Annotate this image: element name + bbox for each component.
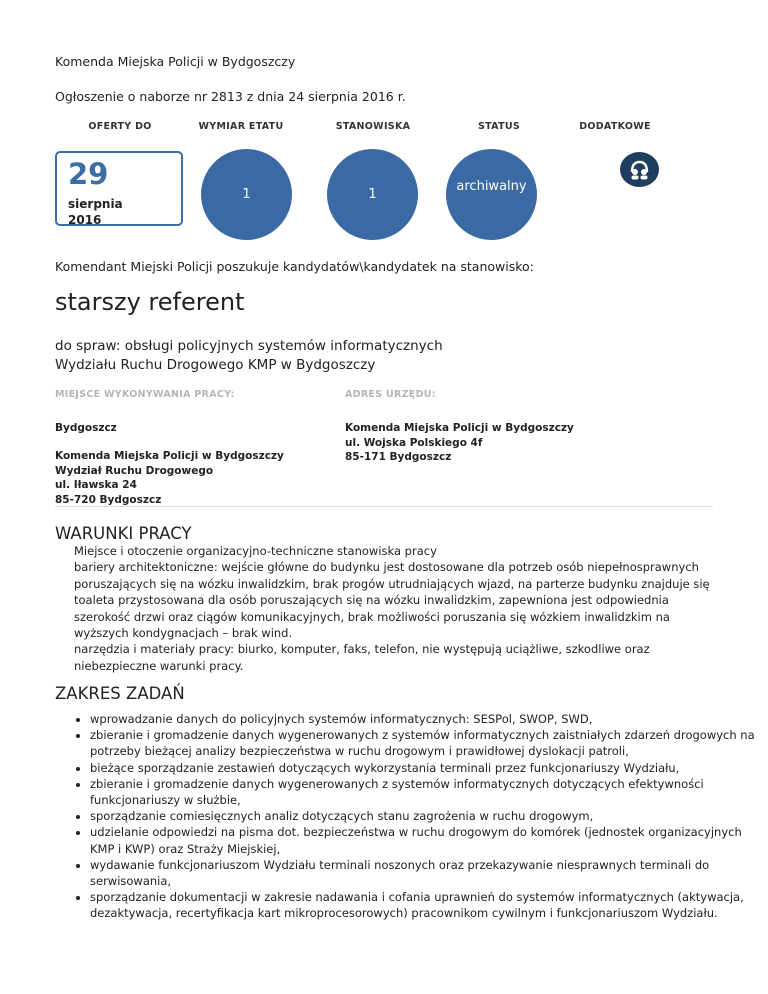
office-name: Komenda Miejska Policji w Bydgoszczy: [55, 54, 296, 69]
deadline-day: 29: [68, 157, 109, 191]
positions-value: 1: [368, 187, 377, 202]
conditions-heading: WARUNKI PRACY: [55, 524, 192, 543]
tasks-list: [55, 711, 755, 922]
intro-text: Komendant Miejski Policji poszukuje kandydatów\kandydatek na stanowisko:: [55, 259, 534, 274]
place-line-1: Komenda Miejska Policji w Bydgoszczy: [55, 450, 284, 462]
workload-badge: [201, 149, 292, 240]
announcement-title: Ogłoszenie o naborze nr 2813 z dnia 24 sierpnia 2016 r.: [55, 89, 406, 104]
conditions-text: [74, 543, 714, 674]
col-status: STATUS: [477, 121, 521, 132]
conditions-line-7: narzędzia i materiały pracy: biurko, komputer, faks, telefon, nie występują uciążliwe, szkodliwe oraz: [74, 642, 650, 657]
tasks-heading: ZAKRES ZADAŃ: [55, 684, 185, 703]
place-city: Bydgoszcz: [55, 422, 117, 434]
conditions-line-5: szerokość drzwi oraz ciągów komunikacyjnych, brak możliwości poruszania się wózkiem inwalidzkim na: [74, 609, 670, 624]
list-item: • sporządzanie dokumentacji w zakresie nadawania i cofania uprawnień do systemów informatycznych (aktywacja, dezaktywacja, recertyfikacja kart mikroprocesorowych) pracownikom cywilnym i funkcjonariuszom Wydziału.: [90, 889, 755, 921]
positions-badge: [327, 149, 418, 240]
list-item: • wprowadzanie danych do policyjnych systemów informatycznych: SESPol, SWOP, SWD,: [90, 711, 755, 727]
list-item: • sporządzanie comiesięcznych analiz dotyczących stanu zagrożenia w ruchu drogowym,: [90, 808, 755, 824]
conditions-line-1: Miejsce i otoczenie organizacyjno-techniczne stanowiska pracy: [74, 544, 437, 558]
col-positions: STANOWISKA: [335, 121, 411, 132]
deadline-month: sierpnia: [68, 197, 123, 211]
list-item: • zbieranie i gromadzenie danych wygenerowanych z systemów informatycznych zaistniałych zdarzeń drogowych na potrzeby bieżącej analizy bezpieczeństwa w ruchu drogowym i prawidłowej dyslokacji patroli,: [90, 727, 755, 759]
deadline-year: 2016: [68, 213, 102, 227]
workload-value: 1: [242, 187, 251, 202]
job-desc-line-1: do spraw: obsługi policyjnych systemów informatycznych: [55, 338, 443, 354]
col-extra: DODATKOWE: [579, 121, 651, 132]
people-icon-graphic: [620, 152, 659, 187]
list-item: • wydawanie funkcjonariuszom Wydziału terminali noszonych oraz przekazywanie niesprawnych terminali do serwisowania,: [90, 857, 755, 889]
office-address: [345, 421, 574, 465]
address-line-3: 85-171 Bydgoszcz: [345, 451, 452, 463]
status-badge: [446, 149, 537, 240]
col-offers-until: OFERTY DO: [88, 121, 152, 132]
conditions-line-4: toaleta przystosowana dla osób poruszających się na wózku inwalidzkim, zapewniona jest odpowiednia: [74, 593, 669, 608]
col-workload: WYMIAR ETATU: [198, 121, 284, 132]
place-line-3: ul. Iławska 24: [55, 479, 137, 491]
address-label: ADRES URZĘDU:: [345, 389, 436, 400]
status-value: archiwalny: [456, 179, 527, 194]
conditions-line-2: bariery architektoniczne: wejście główne do budynku jest dostosowane dla potrzeb osób niepełnosprawnych: [74, 560, 699, 575]
place-line-2: Wydział Ruchu Drogowego: [55, 464, 214, 477]
deadline-month-year: [68, 196, 123, 228]
people-icon[interactable]: [620, 152, 659, 187]
list-item: • zbieranie i gromadzenie danych wygenerowanych z systemów informatycznych dotyczących efektywności funkcjonariuszy w służbie,: [90, 776, 755, 808]
address-line-2: ul. Wojska Polskiego 4f: [345, 436, 483, 449]
deadline-box: [55, 151, 183, 226]
conditions-line-3: poruszających się na wózku inwalidzkim, brak progów utrudniających wjazd, na parterze budynku znajduje się: [74, 576, 710, 591]
job-description: [55, 337, 443, 375]
list-item: • bieżące sporządzanie zestawień dotyczących wykorzystania terminali przez funkcjonariuszy Wydziału,: [90, 760, 755, 776]
address-line-1: Komenda Miejska Policji w Bydgoszczy: [345, 422, 574, 434]
place-line-4: 85-720 Bydgoszcz: [55, 493, 162, 506]
place-label: MIEJSCE WYKONYWANIA PRACY:: [55, 389, 235, 400]
job-desc-line-2: Wydziału Ruchu Drogowego KMP w Bydgoszczy: [55, 357, 376, 373]
place-address: [55, 449, 284, 507]
conditions-line-6: wyższych kondygnacjach – brak wind.: [74, 626, 293, 641]
divider: [55, 506, 713, 507]
list-item: • udzielanie odpowiedzi na pisma dot. bezpieczeństwa w ruchu drogowym do komórek (jednostek organizacyjnych KMP i KWP) oraz Straży Miejskiej,: [90, 824, 755, 856]
job-title: starszy referent: [55, 288, 245, 316]
conditions-line-8: niebezpieczne warunki pracy.: [74, 658, 244, 673]
